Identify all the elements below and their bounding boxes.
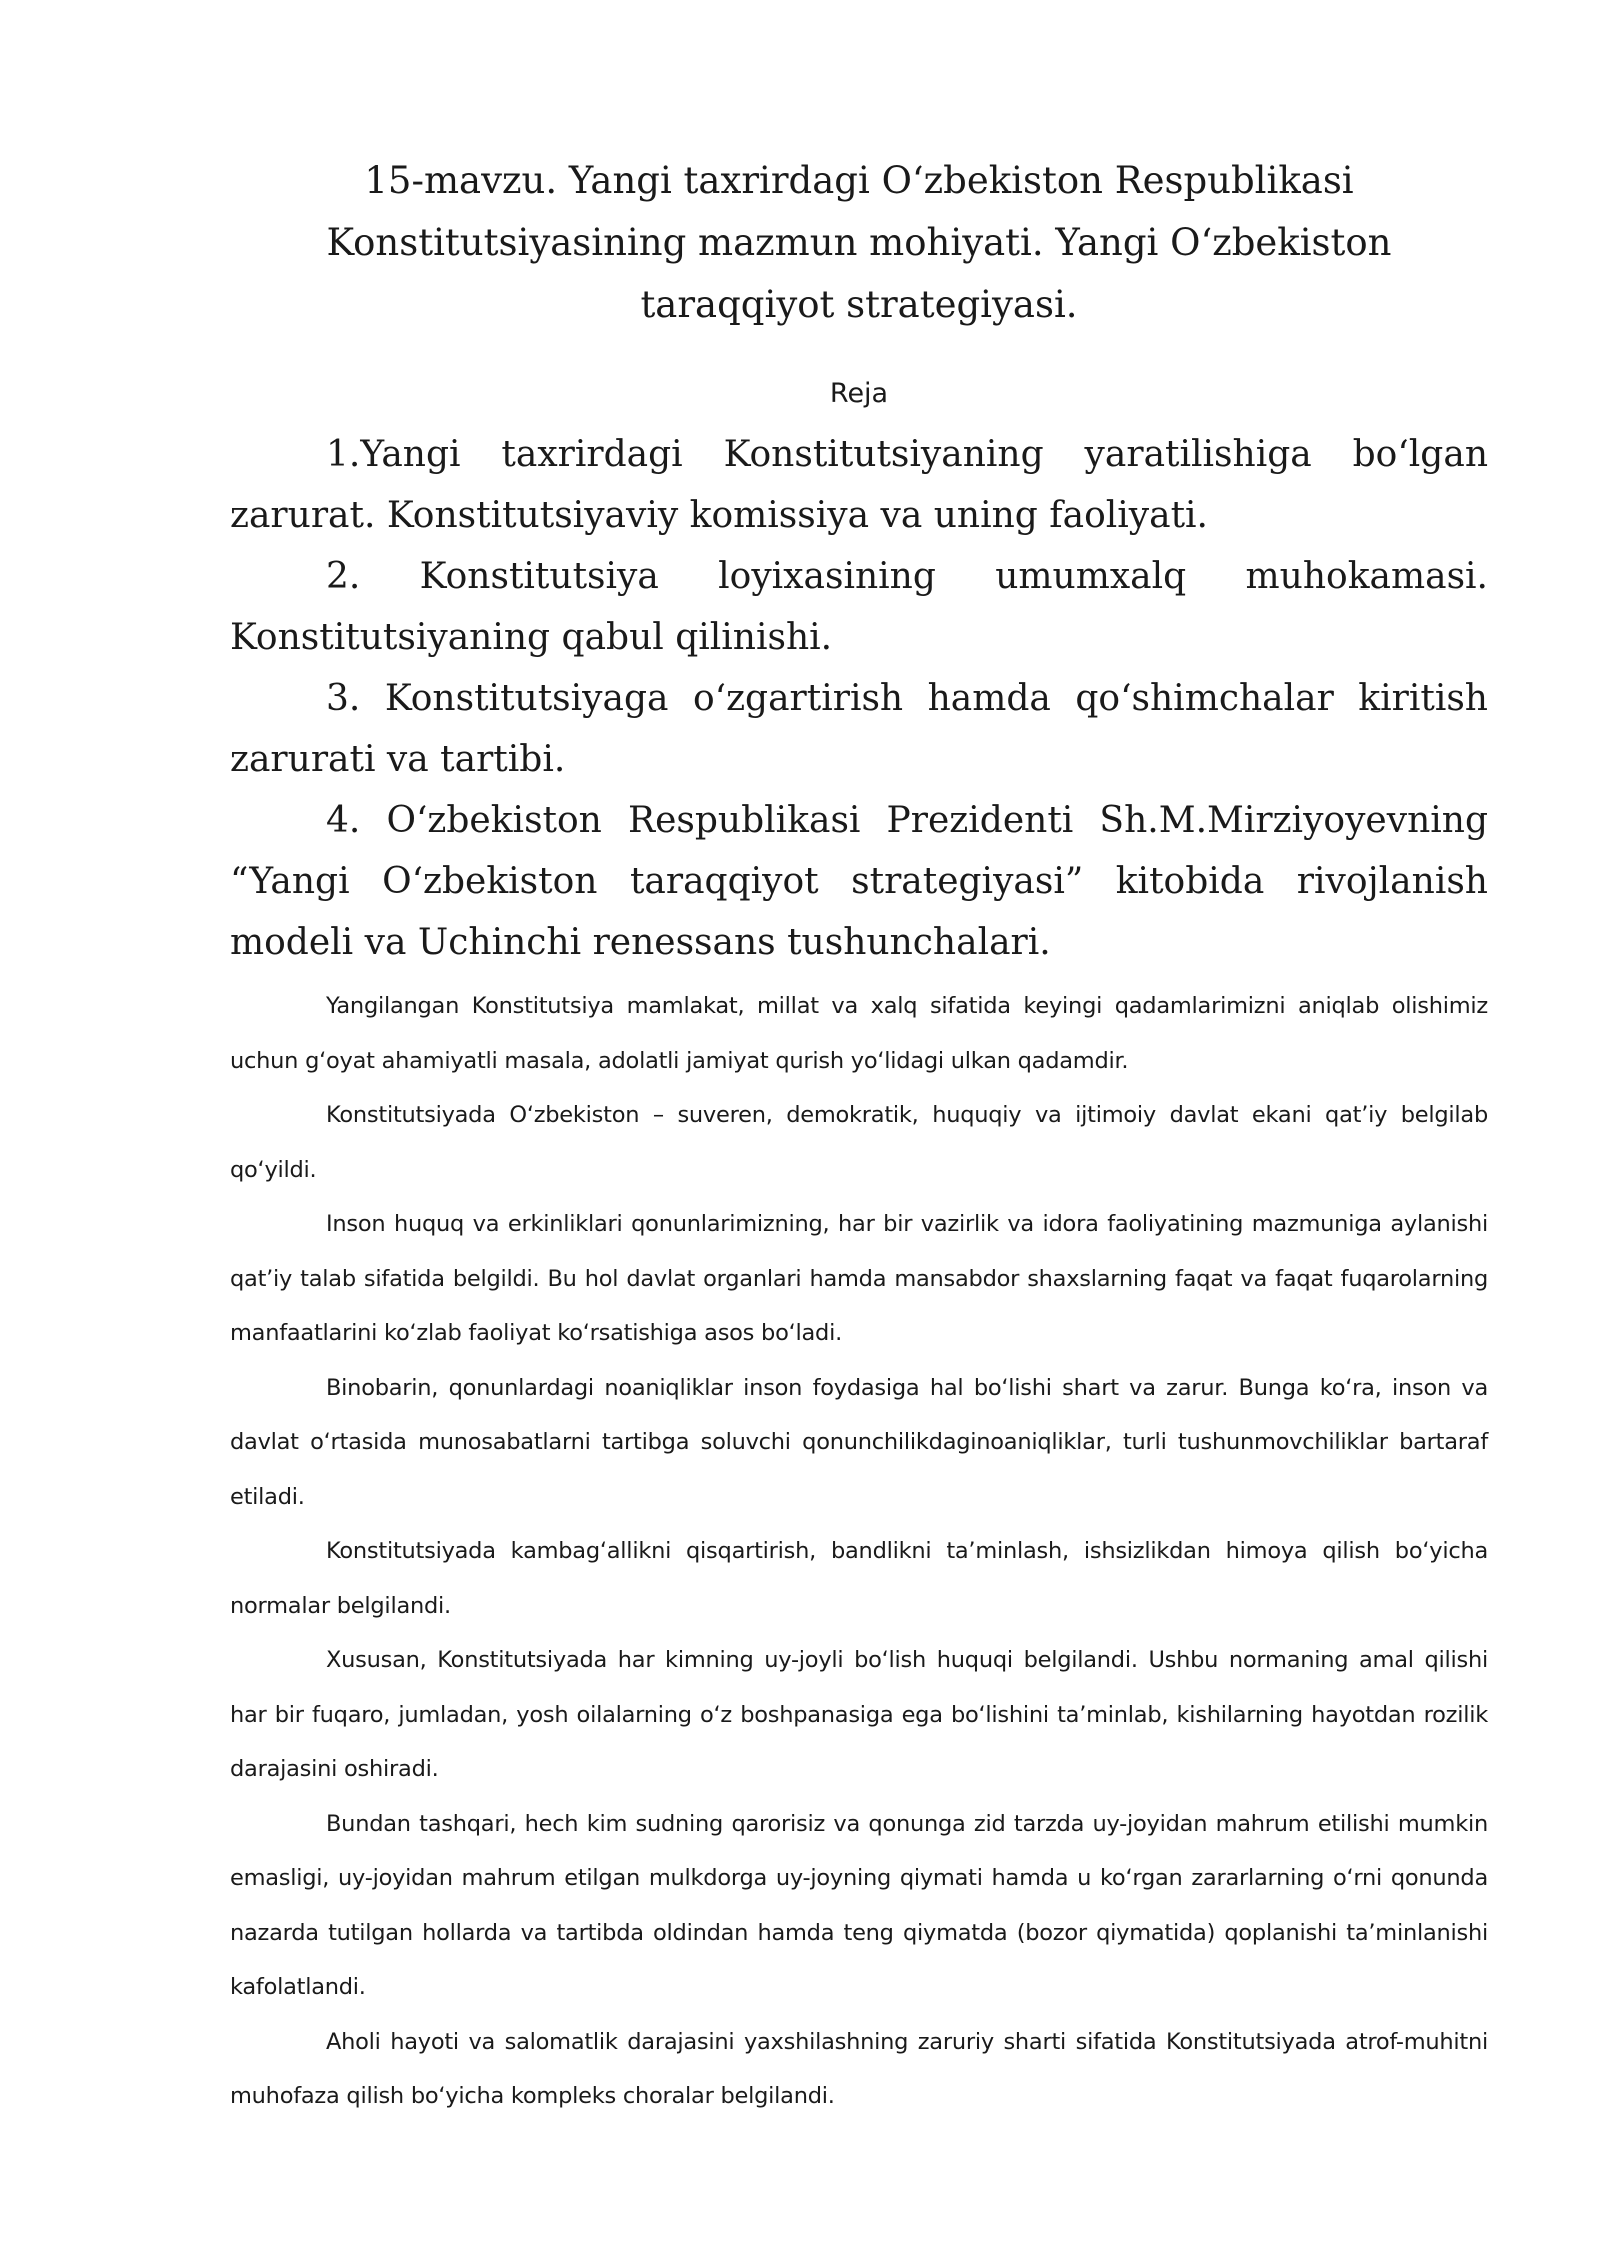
body-paragraph: Konstitutsiyada O‘zbekiston – suveren, demokratik, huquqiy va ijtimoiy davlat ekani qat’iy belgilab qo‘yildi. — [230, 1102, 1488, 1183]
body-paragraph: Konstitutsiyada kambag‘allikni qisqartirish, bandlikni ta’minlash, ishsizlikdan himoya qilish bo‘yicha normalar belgilandi. — [230, 1538, 1488, 1619]
body-paragraph: Bundan tashqari, hech kim sudning qarorisiz va qonunga zid tarzda uy-joyidan mahrum etilishi mumkin emasligi, uy-joyidan mahrum etilgan mulkdorga uy-joyning qiymati hamda u ko‘rgan zararlarning o‘rni qonunda nazarda tutilgan hollarda va tartibda oldindan hamda teng qiymatda (bozor qiymatida) qoplanishi ta’minlanishi kafolatlandi. — [230, 1810, 1488, 2000]
document-title: 15-mavzu. Yangi taxrirdagi O‘zbekiston Respublikasi Konstitutsiyasining mazmun mohiyati. Yangi O‘zbekiston taraqqiyot strategiyasi. — [326, 159, 1392, 326]
plan-list — [230, 424, 1488, 973]
plan-heading: Reja — [829, 378, 889, 409]
body-paragraph: Yangilangan Konstitutsiya mamlakat, millat va xalq sifatida keyingi qadamlarimizni aniqlab olishimiz uchun g‘oyat ahamiyatli masala, adolatli jamiyat qurish yo‘lidagi ulkan qadamdir. — [230, 993, 1488, 1074]
body-paragraph: Xususan, Konstitutsiyada har kimning uy-joyli bo‘lish huquqi belgilandi. Ushbu normaning amal qilishi har bir fuqaro, jumladan, yosh oilalarning o‘z boshpanasiga ega bo‘lishini ta’minlab, kishilarning hayotdan rozilik darajasini oshiradi. — [230, 1647, 1488, 1782]
document-page — [230, 150, 1488, 2124]
plan-item: 4. O‘zbekiston Respublikasi Prezidenti Sh.M.Mirziyoyevning “Yangi O‘zbekiston taraqqiyot strategiyasi” kitobida rivojlanish modeli va Uchinchi renessans tushunchalari. — [230, 800, 1488, 963]
plan-item: 2. Konstitutsiya loyixasining umumxalq muhokamasi. Konstitutsiyaning qabul qilinishi. — [230, 556, 1488, 658]
body-paragraph: Binobarin, qonunlardagi noaniqliklar inson foydasiga hal bo‘lishi shart va zarur. Bunga ko‘ra, inson va davlat o‘rtasida munosabatlarni tartibga soluvchi qonunchilikdaginoaniqliklar, turli tushunmovchiliklar bartaraf etiladi. — [230, 1374, 1488, 1510]
plan-item: 1.Yangi taxrirdagi Konstitutsiyaning yaratilishiga bo‘lgan zarurat. Konstitutsiyaviy komissiya va uning faoliyati. — [230, 434, 1488, 536]
body-text — [230, 979, 1488, 2124]
body-paragraph: Aholi hayoti va salomatlik darajasini yaxshilashning zaruriy sharti sifatida Konstitutsiyada atrof-muhitni muhofaza qilish bo‘yicha kompleks choralar belgilandi. — [230, 2028, 1488, 2109]
plan-item: 3. Konstitutsiyaga o‘zgartirish hamda qo‘shimchalar kiritish zarurati va tartibi. — [230, 678, 1488, 780]
body-paragraph: Inson huquq va erkinliklari qonunlarimizning, har bir vazirlik va idora faoliyatining mazmuniga aylanishi qat’iy talab sifatida belgildi. Bu hol davlat organlari hamda mansabdor shaxslarning faqat va faqat fuqarolarning manfaatlarini ko‘zlab faoliyat ko‘rsatishiga asos bo‘ladi. — [230, 1211, 1488, 1346]
